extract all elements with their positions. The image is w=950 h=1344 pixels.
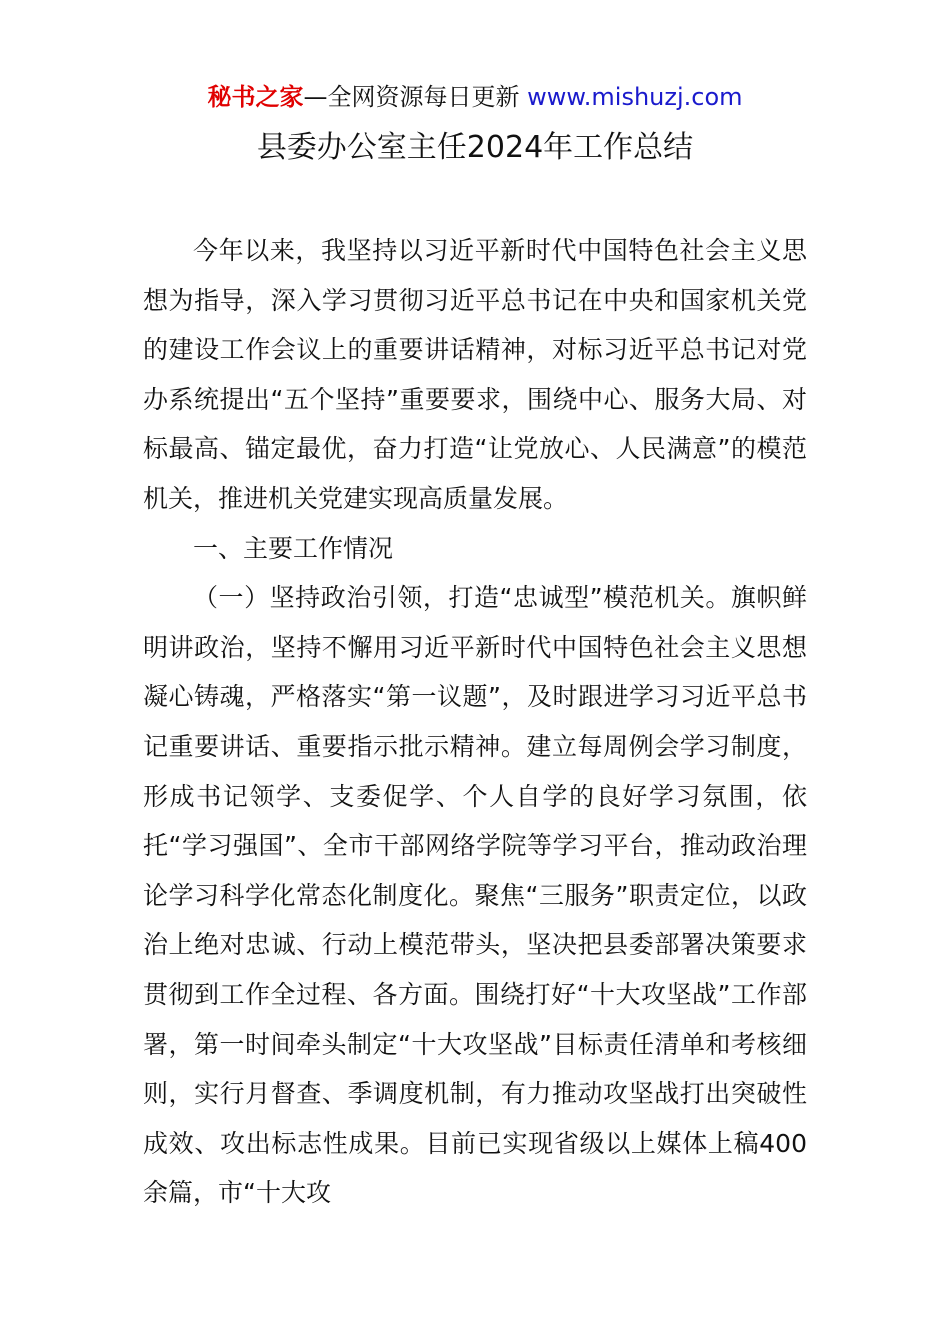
site-header bbox=[0, 80, 950, 114]
document-title: 县委办公室主任2024年工作总结 bbox=[256, 130, 694, 165]
site-tagline: —全网资源每日更新 bbox=[303, 83, 528, 111]
section-paragraph: （一）坚持政治引领，打造“忠诚型”模范机关。旗帜鲜明讲政治，坚持不懈用习近平新时代中国特色社会主义思想凝心铸魂，严格落实“第一议题”，及时跟进学习习近平总书记重要讲话、重要指示批示精神。建立每周例会学习制度，形成书记领学、支委促学、个人自学的良好学习氛围，依托“学习强国”、全市干部网络学院等学习平台，推动政治理论学习科学化常态化制度化。聚焦“三服务”职责定位，以政治上绝对忠诚、行动上模范带头，坚决把县委部署决策要求贯彻到工作全过程、各方面。围绕打好“十大攻坚战”工作部署，第一时间牵头制定“十大攻坚战”目标责任清单和考核细则，实行月督查、季调度机制，有力推动攻坚战打出突破性成效、攻出标志性成果。目前已实现省级以上媒体上稿400余篇，市“十大攻 bbox=[143, 583, 807, 1208]
site-url-link[interactable]: www.mishuzj.com bbox=[527, 83, 743, 111]
intro-paragraph: 今年以来，我坚持以习近平新时代中国特色社会主义思想为指导，深入学习贯彻习近平总书记在中央和国家机关党的建设工作会议上的重要讲话精神，对标习近平总书记对党办系统提出“五个坚持”重要要求，围绕中心、服务大局、对标最高、锚定最优，奋力打造“让党放心、人民满意”的模范机关，推进机关党建实现高质量发展。 bbox=[143, 236, 807, 513]
section-heading: 一、主要工作情况 bbox=[193, 533, 394, 563]
document-body bbox=[143, 226, 807, 1218]
site-brand: 秘书之家 bbox=[207, 83, 304, 111]
